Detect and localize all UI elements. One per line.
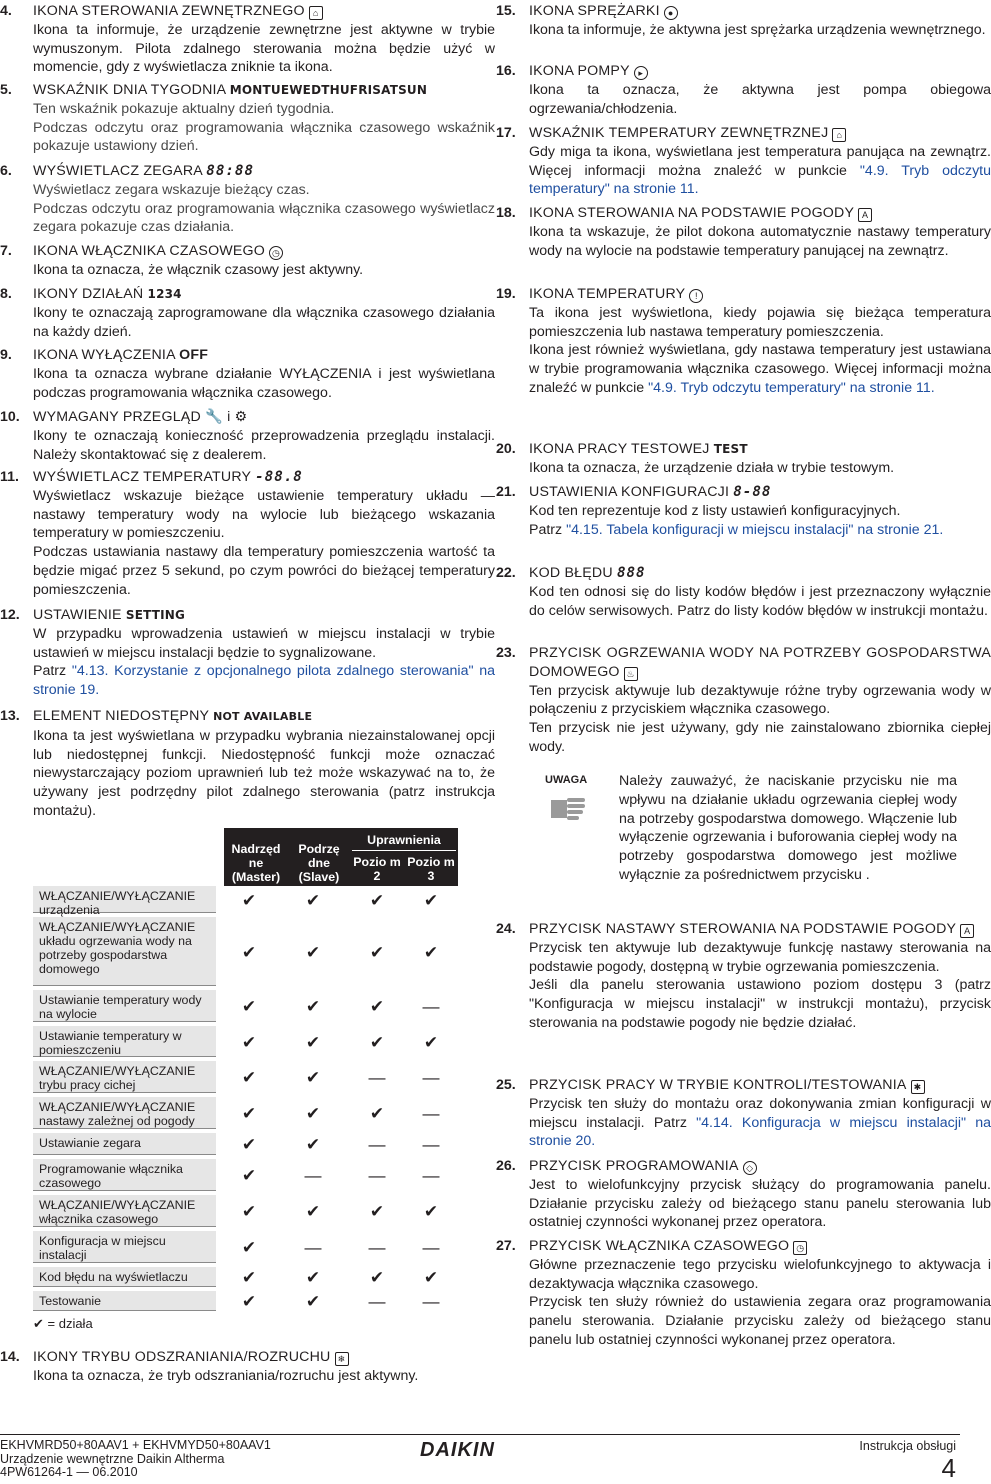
section-text: Ikona ta wskazuje, że pilot dokona automatycznie nastawy temperatury wody na wylocie na podstawie temperatury panującej na zewnątrz. — [529, 223, 991, 259]
section-heading: IKONA WŁĄCZNIKA CZASOWEGO — [33, 243, 266, 259]
permission-cell: — — [422, 1292, 440, 1311]
header-level-2: Pozio m 2 — [353, 855, 401, 883]
program-button-icon: ◇ — [743, 1161, 757, 1175]
note-label: UWAGA — [545, 774, 588, 786]
permission-cell: ✔ — [369, 1202, 385, 1221]
permission-cell: ✔ — [305, 1292, 321, 1311]
section-text: Ikona ta informuje, że aktywna jest sprężarka urządzenia wewnętrznego. — [529, 21, 986, 38]
section-text: Ten przycisk aktywuje lub dezaktywuje różne tryby ogrzewania wody w połączeniu z przyciskiem włącznika czasowego. — [529, 682, 991, 718]
permission-cell: ✔ — [305, 890, 321, 910]
permission-cell: — — [368, 1068, 386, 1087]
section-heading-conj: i — [227, 409, 231, 425]
permission-cell: ✔ — [241, 1135, 257, 1154]
row-label: Ustawianie temperatury wody na wylocie — [33, 990, 216, 1022]
section-text: Ikony te oznaczają zaprogramowane dla włącznika czasowego działania na każdy dzień. — [33, 304, 495, 340]
section-text: Ikona ta oznacza wybrane działanie WYŁĄCZENIA i jest wyświetlana podczas programowania włącznika czasowego. — [33, 365, 495, 401]
permission-cell: ✔ — [241, 1068, 257, 1087]
section-6 — [0, 162, 495, 237]
table-row — [33, 886, 458, 915]
section-number: 16. — [496, 63, 516, 79]
section-number: 8. — [0, 286, 12, 302]
permission-cell: ✔ — [241, 1238, 257, 1257]
section-number: 7. — [0, 243, 12, 259]
table-row — [33, 1061, 458, 1095]
permission-cell: — — [422, 1104, 440, 1123]
permission-cell: ✔ — [305, 942, 321, 962]
section-heading: PRZYCISK PRACY W TRYBIE KONTROLI/TESTOWANIA — [529, 1077, 907, 1093]
footer-code: 4PW61264-1 — 06.2010 — [0, 1465, 138, 1479]
hot-water-button-icon: ♨ — [624, 667, 638, 681]
permission-cell: ✔ — [241, 1166, 257, 1185]
section-heading: IKONA POMPY — [529, 63, 630, 79]
error-code-display: 888 — [616, 565, 646, 581]
permission-cell: ✔ — [423, 942, 439, 962]
section-number: 25. — [496, 1077, 516, 1093]
section-heading: WYŚWIETLACZ TEMPERATURY — [33, 469, 251, 485]
link-prefix: Patrz — [529, 521, 567, 538]
section-heading: KOD BŁĘDU — [529, 565, 613, 581]
permission-cell: ✔ — [305, 997, 321, 1016]
header-divider — [352, 850, 456, 851]
permission-cell: ✔ — [305, 1032, 321, 1052]
section-heading: WYMAGANY PRZEGLĄD — [33, 409, 201, 425]
row-label: Testowanie — [33, 1291, 216, 1311]
config-code-display: 8-88 — [733, 484, 772, 500]
permission-cell: — — [422, 1135, 440, 1154]
footer-document-title: Instrukcja obsługi — [859, 1439, 956, 1453]
external-control-icon: ⌂ — [309, 6, 323, 20]
header-permissions: Uprawnienia — [367, 833, 441, 847]
section-number: 26. — [496, 1158, 516, 1174]
row-label: Ustawianie temperatury w pomieszczeniu — [33, 1026, 216, 1057]
section-19 — [496, 285, 991, 398]
note-text: Należy zauważyć, że naciskanie przycisku nie ma wpływu na działanie układu ogrzewania ciepłej wody na potrzeby gospodarstwa domowego. Włączenie lub wyłączenie ogrzewania i buforowania ciepłej wody na potrzeby gospodarstwa domowego jest możliwe wyłącznie za pośrednictwem przycisku . — [619, 773, 957, 883]
section-number: 19. — [496, 286, 516, 302]
section-17 — [496, 124, 991, 199]
section-text: Ta ikona jest wyświetlona, kiedy pojawia się bieżąca temperatura pomieszczenia lub nastawa temperatury pomieszczenia. — [529, 304, 991, 340]
section-16 — [496, 62, 991, 118]
permission-cell: ✔ — [241, 997, 257, 1016]
table-row — [33, 1267, 458, 1289]
permission-cell: ✔ — [305, 1135, 321, 1154]
thermometer-icon: ! — [689, 289, 703, 303]
section-21 — [496, 483, 991, 539]
table-row — [33, 1133, 458, 1157]
permission-cell: — — [368, 1238, 386, 1257]
permission-cell: ✔ — [423, 1268, 439, 1287]
table-row — [33, 1097, 458, 1131]
section-text: Ikona ta oznacza, że aktywna jest pompa obiegowa ogrzewania/chłodzenia. — [529, 81, 991, 117]
row-label: Programowanie włącznika czasowego — [33, 1159, 216, 1191]
defrost-icon: ❄ — [335, 1352, 349, 1366]
section-number: 5. — [0, 82, 12, 98]
section-heading: IKONA WYŁĄCZENIA — [33, 347, 175, 363]
permission-cell: ✔ — [369, 942, 385, 962]
permission-cell: ✔ — [423, 1032, 439, 1052]
service-icon: ⚙ — [234, 409, 248, 425]
section-number: 21. — [496, 484, 516, 500]
permission-cell: ✔ — [241, 1032, 257, 1052]
section-5 — [0, 81, 495, 156]
section-heading: WYŚWIETLACZ ZEGARA — [33, 163, 203, 179]
section-heading: USTAWIENIA KONFIGURACJI — [529, 484, 730, 500]
section-text: Jeśli dla panelu sterowania ustawiono poziom dostępu 3 (patrz "Konfiguracja w miejscu instalacji" w instrukcji montażu), przycisk sterowania na podstawie pogody nie będzie działać. — [529, 977, 991, 1031]
section-number: 4. — [0, 3, 12, 19]
section-text: Ikona ta oznacza, że włącznik czasowy jest aktywny. — [33, 261, 364, 278]
section-text: W przypadku wprowadzenia ustawień w miejscu instalacji w trybie ustawień w miejscu instalacji będzie to sygnalizowane. — [33, 625, 495, 661]
section-number: 27. — [496, 1238, 516, 1254]
not-available-indicator: NOT AVAILABLE — [213, 710, 313, 723]
page-footer — [0, 1434, 960, 1483]
section-number: 17. — [496, 125, 516, 141]
section-heading: PRZYCISK WŁĄCZNIKA CZASOWEGO — [529, 1238, 790, 1254]
pump-icon: ▸ — [634, 66, 648, 80]
section-text: Wyświetlacz wskazuje bieżące ustawienie temperatury układu — nastawy temperatury wody na wylocie lub bieżącego wskazania temperatury w pomieszczeniu. — [33, 487, 495, 542]
section-number: 15. — [496, 3, 516, 19]
section-text: Przycisk ten służy również do ustawienia zegara oraz programowania panelu sterowania. Działanie przycisku zależy od bieżącego stanu panelu lub ostatniej czynności wykonanej przez operatora. — [529, 1294, 991, 1348]
section-heading: IKONY DZIAŁAŃ — [33, 286, 144, 302]
permission-cell: ✔ — [241, 1202, 257, 1221]
section-7 — [0, 242, 495, 280]
section-text: Ikona jest również wyświetlana, gdy nastawa temperatury jest ustawiana w trybie programowania włącznika czasowego. Więcej informacji można znaleźć w punkcie — [529, 342, 991, 396]
cross-reference-link[interactable]: "4.13. Korzystanie z opcjonalnego pilota zdalnego sterowania" na stronie 19. — [33, 663, 496, 699]
header-slave: Podrzę dne (Slave) — [298, 842, 340, 884]
permission-cell: ✔ — [305, 1104, 321, 1123]
permission-cell: ✔ — [241, 1268, 257, 1287]
clock-display: 88:88 — [206, 163, 255, 179]
section-text: Podczas odczytu oraz programowania włącznika czasowego wyświetlacz zegara pokazuje czas działania. — [33, 200, 495, 236]
section-number: 9. — [0, 347, 12, 363]
permission-cell: ✔ — [241, 1292, 257, 1311]
permission-cell: — — [304, 1238, 322, 1257]
footer-product: Urządzenie wewnętrzne Daikin Altherma — [0, 1451, 225, 1466]
section-heading: PRZYCISK NASTAWY STEROWANIA NA PODSTAWIE POGODY — [529, 921, 957, 937]
test-button-icon: ✱ — [911, 1080, 925, 1094]
section-text: Ikona ta oznacza, że tryb odszraniania/rozruchu jest aktywny. — [33, 1367, 419, 1384]
section-text: Ikona ta jest wyświetlana w przypadku wybrania niezainstalowanej opcji lub niedostępnej funkcji. Niedostępność funkcji może oznaczać niewystarczający poziom uprawnień lub też może wskazywać na to, że używany jest podrzędny pilot zdalnego sterowania (patrz instrukcja montażu). — [33, 727, 495, 819]
section-heading: IKONA TEMPERATURY — [529, 286, 686, 302]
wrench-icon: 🔧 — [205, 409, 223, 425]
table-row — [33, 1026, 458, 1059]
section-heading: IKONY TRYBU ODSZRANIANIA/ROZRUCHU — [33, 1349, 331, 1365]
table-row — [33, 990, 458, 1024]
section-23 — [496, 644, 991, 757]
section-number: 13. — [0, 708, 20, 724]
section-text: Przycisk ten aktywuje lub dezaktywuje funkcję nastawy sterowania na podstawie pogody, dostępną w trybie ogrzewania pomieszczenia. — [529, 939, 991, 975]
section-27 — [496, 1237, 991, 1350]
section-15 — [496, 2, 991, 40]
section-heading: IKONA STEROWANIA NA PODSTAWIE POGODY — [529, 205, 855, 221]
permission-cell: ✔ — [241, 890, 257, 910]
permission-cell: ✔ — [241, 942, 257, 962]
action-icons: 1234 — [147, 287, 182, 301]
permission-cell: — — [368, 1166, 386, 1185]
permission-cell: — — [422, 1068, 440, 1087]
section-number: 23. — [496, 645, 516, 661]
section-text: Ikona ta informuje, że urządzenie zewnętrzne jest aktywne w trybie wymuszonym. Pilota zdalnego sterowania można będzie użyć w momencie, gdy z wyświetlacza zniknie ta ikona. — [33, 21, 495, 76]
footer-left — [0, 1439, 271, 1480]
row-label: WŁĄCZANIE/WYŁĄCZANIE układu ogrzewania wody na potrzeby gospodarstwa domowego — [33, 917, 216, 986]
section-24 — [496, 920, 991, 1033]
permission-cell: ✔ — [305, 1202, 321, 1221]
cross-reference-link[interactable]: "4.9. Tryb odczytu temperatury" na stronie 11. — [648, 379, 935, 396]
section-number: 12. — [0, 607, 20, 623]
permission-cell: ✔ — [369, 1104, 385, 1123]
weather-button-icon: A — [960, 924, 974, 938]
permission-cell: — — [422, 1238, 440, 1257]
compressor-icon: ● — [664, 6, 678, 20]
section-number: 11. — [0, 469, 19, 485]
section-heading: USTAWIENIE — [33, 607, 122, 623]
section-20 — [496, 440, 991, 478]
setting-indicator: SETTING — [125, 608, 186, 622]
section-heading: IKONA PRACY TESTOWEJ — [529, 441, 710, 457]
row-label: Konfiguracja w miejscu instalacji — [33, 1231, 216, 1263]
temperature-display: -88.8 — [255, 469, 303, 485]
section-text: Ikona ta oznacza, że urządzenie działa w trybie testowym. — [529, 459, 895, 476]
section-text: Przycisk ten służy do montażu oraz dokonywania zmian konfiguracji w miejscu instalacji. — [529, 1095, 991, 1131]
section-text: Podczas ustawiania nastawy dla temperatury pomieszczenia wartość ta będzie migać przez 5 sekund, po czym powróci do bieżącej temperatury pomieszczenia. — [33, 544, 495, 598]
section-heading: WSKAŹNIK TEMPERATURY ZEWNĘTRZNEJ — [529, 125, 829, 141]
header-level-3: Pozio m 3 — [407, 855, 455, 883]
row-label: WŁĄCZANIE/WYŁĄCZANIE nastawy zależnej od pogody — [33, 1097, 216, 1129]
section-text: Ikony te oznaczają konieczność przeprowadzenia przeglądu instalacji. Należy skontaktować się z dealerem. — [33, 427, 495, 463]
footer-model: EKHVMRD50+80AAV1 + EKHVMYD50+80AAV1 — [0, 1438, 271, 1452]
section-text: Główne przeznaczenie tego przycisku wielofunkcyjnego to aktywacja i dezaktywacja włącznika czasowego. — [529, 1256, 991, 1292]
section-heading: IKONA SPRĘŻARKI — [529, 3, 660, 19]
section-text: Jest to wielofunkcyjny przycisk służący do programowania panelu. Działanie przycisku zależy od bieżącego stanu panelu sterowania lub ostatniej czynności wykonanej przez operatora. — [529, 1176, 991, 1231]
permission-cell: ✔ — [423, 890, 439, 910]
section-number: 20. — [496, 441, 516, 457]
note-hand-icon — [549, 790, 589, 828]
cross-reference-link[interactable]: "4.15. Tabela konfiguracji w miejscu instalacji" na stronie 21. — [566, 521, 944, 538]
section-number: 6. — [0, 163, 12, 179]
section-text: Kod ten reprezentuje kod z listy ustawień konfiguracyjnych. — [529, 502, 901, 519]
permission-cell: ✔ — [369, 997, 385, 1016]
section-9 — [0, 346, 495, 402]
section-11 — [0, 468, 495, 600]
section-26 — [496, 1157, 991, 1232]
link-prefix: Patrz — [653, 1114, 697, 1131]
section-25 — [496, 1076, 991, 1151]
section-number: 14. — [0, 1349, 20, 1365]
section-14 — [0, 1348, 495, 1386]
link-prefix: Patrz — [33, 663, 72, 680]
section-heading: IKONA STEROWANIA ZEWNĘTRZNEGO — [33, 3, 305, 19]
table-row — [33, 1159, 458, 1193]
test-indicator: TEST — [713, 442, 748, 456]
header-master: Nadrzęd ne (Master) — [231, 842, 281, 884]
section-text: Ten przycisk nie jest używany, gdy nie zainstalowano zbiornika ciepłej wody. — [529, 720, 991, 755]
cross-reference-link[interactable]: "4.9. Tryb odczytu temperatury" na stronie 11. — [529, 162, 991, 198]
section-text: Podczas odczytu oraz programowania włącznika czasowego wskaźnik pokazuje ustawiony dzień. — [33, 119, 495, 155]
table-header — [224, 828, 458, 886]
row-label: WŁĄCZANIE/WYŁĄCZANIE urządzenia — [33, 886, 216, 913]
permission-cell: ✔ — [369, 1268, 385, 1287]
permission-cell: — — [368, 1135, 386, 1154]
section-text: Ten wskaźnik pokazuje aktualny dzień tygodnia. — [33, 100, 335, 117]
table-row — [33, 1195, 458, 1229]
section-text: Kod ten odnosi się do listy kodów błędów i jest przeznaczony wyłącznie do celów serwisowych. Patrz do listy kodów błędów w instrukcji montażu. — [529, 583, 991, 619]
section-heading: WSKAŹNIK DNIA TYGODNIA — [33, 82, 226, 98]
table-row — [33, 1291, 458, 1313]
section-number: 10. — [0, 409, 20, 425]
permission-cell: ✔ — [305, 1068, 321, 1087]
timer-icon: ◷ — [269, 246, 283, 260]
permission-cell: — — [422, 997, 440, 1016]
section-number: 24. — [496, 921, 516, 937]
permission-cell: ✔ — [369, 890, 385, 910]
section-text: Gdy miga ta ikona, wyświetlana jest temperatura panująca na zewnątrz. Więcej informacji można znaleźć w punkcie — [529, 143, 991, 179]
permission-cell: — — [304, 1166, 322, 1185]
brand-logo: DAIKIN — [420, 1439, 495, 1461]
section-18 — [496, 204, 991, 260]
row-label: Ustawianie zegara — [33, 1133, 216, 1155]
section-8 — [0, 285, 495, 341]
section-12 — [0, 606, 495, 700]
row-label: Kod błędu na wyświetlaczu — [33, 1267, 216, 1287]
outdoor-temperature-icon: ⌂ — [832, 128, 846, 142]
row-label: WŁĄCZANIE/WYŁĄCZANIE włącznika czasowego — [33, 1195, 216, 1227]
weekday-indicator: MONTUEWEDTHUFRISATSUN — [229, 83, 428, 97]
section-number: 22. — [496, 565, 516, 581]
section-13 — [0, 707, 495, 821]
permissions-table — [33, 828, 458, 1336]
section-heading: PRZYCISK OGRZEWANIA WODY NA POTRZEBY GOSPODARSTWA DOMOWEGO — [529, 645, 991, 680]
page-number: 4 — [941, 1453, 956, 1483]
permission-cell: ✔ — [305, 1268, 321, 1287]
permission-cell: — — [368, 1292, 386, 1311]
weather-dependent-icon: A — [858, 208, 872, 222]
cross-reference-link[interactable]: "4.14. Konfiguracja w miejscu instalacji" na stronie 20. — [529, 1114, 991, 1150]
permission-cell: ✔ — [423, 1202, 439, 1221]
permission-cell: ✔ — [241, 1104, 257, 1123]
off-indicator: OFF — [179, 347, 209, 363]
timer-button-icon: ◷ — [793, 1241, 807, 1255]
table-legend: ✔ = działa — [33, 1316, 93, 1331]
note-box — [529, 770, 958, 900]
section-4 — [0, 2, 495, 77]
section-22 — [496, 564, 991, 620]
section-heading: ELEMENT NIEDOSTĘPNY — [33, 708, 209, 724]
section-heading: PRZYCISK PROGRAMOWANIA — [529, 1158, 739, 1174]
row-label: WŁĄCZANIE/WYŁĄCZANIE trybu pracy cichej — [33, 1061, 216, 1093]
table-row — [33, 917, 458, 988]
section-text: Wyświetlacz zegara wskazuje bieżący czas. — [33, 181, 310, 198]
table-row — [33, 1231, 458, 1265]
section-number: 18. — [496, 205, 516, 221]
permission-cell: ✔ — [369, 1032, 385, 1052]
permission-cell: — — [422, 1166, 440, 1185]
section-10 — [0, 408, 495, 464]
